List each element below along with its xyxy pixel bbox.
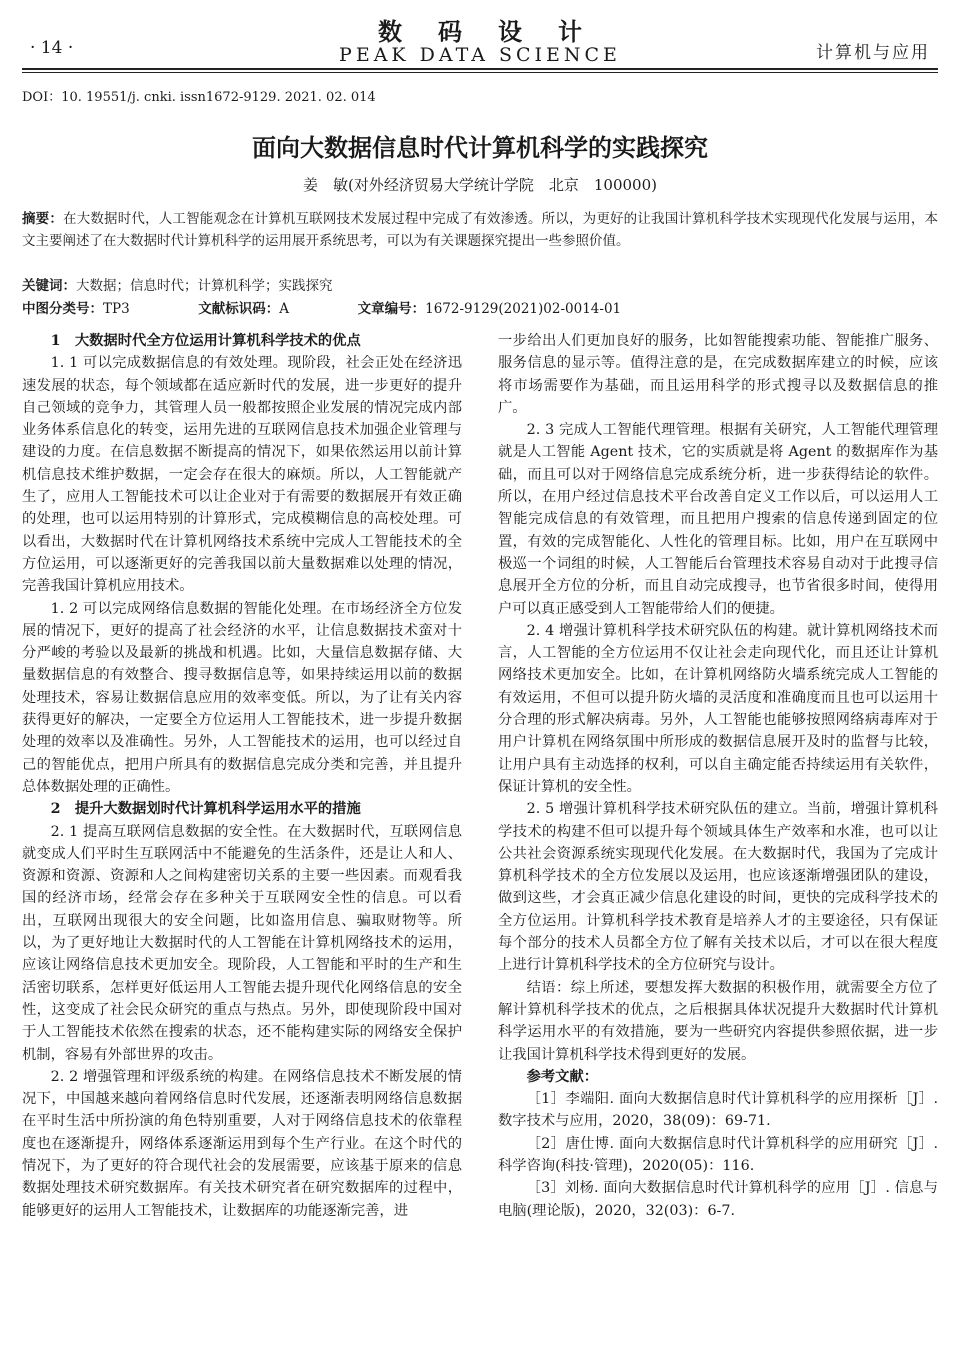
page-number: · 14 · [30,38,74,58]
paragraph-1-2: 1. 2 可以完成网络信息数据的智能化处理。在市场经济全方位发展的情况下，更好的提高了社会经济的水平，让信息数据技术蛮对十分严峻的考验以及最新的挑战和机遇。比如，大量信息数据存储、大量数据信息的有效整合、搜寻数据信息等，如果持续运用以前的数据处理技术，容易让数据信息应用的效率变低。所以，为了让有关内容获得更好的解决，一定要全方位运用人工智能技术，进一步提升数据处理的效率以及准确性。另外，人工智能技术的运用，也可以经过自己的智能优点，把用户所具有的数据信息完成分类和完善，并且提升总体数据处理的正确性。 [22,600,462,795]
header-rule-thin [22,72,938,73]
paragraph-2-1: 2. 1 提高互联网信息数据的安全性。在大数据时代，互联网信息就变成人们平时生互联网活中不能避免的生活条件，还是让人和人、资源和资源、资源和人之间构建密切关系的主要一些因素。而观看我国的经济市场，经常会存在多种关于互联网安全性的信息。可以看出，互联网出现很大的安全问题，比如盗用信息、骗取财物等。所以，为了更好地让大数据时代的人工智能在计算机网络技术的运用，应该让网络信息技术更加安全。现阶段，人工智能和平时的生产和生活密切联系，怎样更好低运用人工智能去提升现代化网络信息的安全性，这变成了社会民众研究的重点与热点。另外，即使现阶段中国对于人工智能技术依然在搜索的状态，还不能构建实际的网络安全保护机制，容易有外部世界的攻击。 [22,823,462,1063]
article-number-label: 文章编号： [357,301,426,317]
clc-value: TP3 [103,301,130,317]
conclusion-paragraph: 结语：综上所述，要想发挥大数据的积极作用，就需要全方位了解计算机科学技术的优点，之后根据具体状况提升大数据时代计算机科学运用水平的有效措施，要为一些研究内容提供参照依据，进一步让我国计算机科学技术得到更好的发展。 [498,979,938,1063]
paragraph-2-2: 2. 2 增强管理和评级系统的构建。在网络信息技术不断发展的情况下，中国越来越向着网络信息时代发展，还逐渐表明网络信息数据在平时生活中所扮演的角色特别重要，人对于网络信息技术的依靠程度也在逐渐提升，网络体系逐渐运用到每个生产行业。在这个时代的情况下，为了更好的符合现代社会的发展需要，应该基于原来的信息数据处理技术研究数据库。有关技术研究者在研究数据库的过程中，能够更好的运用人工智能技术，让数据库的功能逐渐完善，进 [22,1068,462,1219]
section-heading-2: 2 提升大数据划时代计算机科学运用水平的措施 [50,801,361,818]
paragraph-2-2-continued: 一步给出人们更加良好的服务，比如智能搜索功能、智能推广服务、服务信息的显示等。值得注意的是，在完成数据库建立的时候，应该将市场需要作为基础，而且运用科学的形式搜寻以及数据信息的推广。 [498,333,938,416]
right-column [498,330,938,1222]
section-label: 计算机与应用 [816,43,930,63]
paragraph-2-4: 2. 4 增强计算机科学技术研究队伍的构建。就计算机网络技术而言，人工智能的全方位运用不仅让社会走向现代化，而且还让计算机网络技术更加安全。比如，在计算机网络防火墙系统完成人工智能的有效运用，不但可以提升防火墙的灵活度和准确度而且也可以运用十分合理的形式解决病毒。另外，人工智能也能够按照网络病毒库对于用户计算机在网络氛围中所形成的数据信息展开及时的监督与比较，让用户具有主动选择的权利，可以自主确定能否持续运用有关软件，保证计算机的安全性。 [498,622,938,795]
keywords-text: 大数据；信息时代；计算机科学；实践探究 [76,278,333,294]
authors: 姜 敏(对外经济贸易大学统计学院 北京 100000) [303,176,657,194]
paragraph-1-1: 1. 1 可以完成数据信息的有效处理。现阶段，社会正处在经济迅速发展的状态，每个领域都在适应新时代的发展，进一步更好的提升自己领域的竞争力，其管理人员一般都按照企业发展的情况完成内部业务体系信息化的转变，运用先进的互联网信息技术加强企业管理与建设的力度。在信息数据不断提高的情况下，如果依然运用以前计算机信息技术维护数据，一定会存在很大的麻烦。所以，人工智能就产生了，应用人工智能技术可以让企业对于有需要的数据展开有效正确的处理，也可以运用特别的计算形式，完成模糊信息的高校处理。可以看出，大数据时代在计算机网络技术系统中完成人工智能技术的全方位运用，可以逐渐更好的完善我国以前大量数据难以处理的情况，完善我国计算机应用技术。 [22,355,462,595]
journal-name-en: PEAK DATA SCIENCE [339,44,621,66]
article-number-value: 1672-9129(2021)02-0014-01 [425,301,622,317]
references-title: 参考文献： [526,1068,599,1085]
doi: DOI：10. 19551/j. cnki. issn1672-9129. 2021. 02. 014 [22,90,376,105]
paragraph-2-3: 2. 3 完成人工智能代理管理。根据有关研究，人工智能代理管理就是人工智能 Agent 技术，它的实质就是将 Agent 的数据库作为基础，而且可以对于网络信息完成系统分析，进一步获得结论的软件。所以，在用户经过信息技术平台改善自定义工作以后，可以运用人工智能完成信息的有效管理，而且把用户搜索的信息传递到固定的位置，有效的完成智能化、人性化的管理目标。比如，用户在互联网中极巡一个词组的时候，人工智能后台管理技术容易自动对于此搜寻信息展开全方位的分析，而且自动完成搜寻，也节省很多时间，使得用户可以真正感受到人工智能带给人们的便捷。 [498,422,938,617]
left-column [22,330,462,1222]
reference-3: ［3］刘杨. 面向大数据信息时代计算机科学的应用［J］. 信息与电脑(理论版)，2020，32(03)：6-7. [498,1180,938,1219]
keywords-label: 关键词： [22,278,76,294]
abstract-text: 在大数据时代，人工智能观念在计算机互联网技术发展过程中完成了有效渗透。所以，为更好的让我国计算机科学技术实现现代化发展与运用，本文主要阐述了在大数据时代计算机科学的运用展开系统思考，可以为有关课题探究提出一些参照价值。 [22,211,939,249]
page-header [0,0,960,72]
clc-label: 中图分类号： [22,301,103,317]
keywords [22,275,938,297]
doc-code-value: A [279,301,290,317]
classification-line [22,298,938,320]
doc-code-label: 文献标识码： [198,301,280,317]
reference-2: ［2］唐仕博. 面向大数据信息时代计算机科学的应用研究［J］. 科学咨询(科技·管理)，2020(05)：116. [498,1135,938,1174]
section-heading-1: 1 大数据时代全方位运用计算机科学技术的优点 [50,333,361,349]
journal-name-cn: 数码设计 [378,17,618,46]
abstract-label: 摘要： [22,211,64,227]
paragraph-2-5: 2. 5 增强计算机科学技术研究队伍的建立。当前，增强计算机科学技术的构建不但可以提升每个领域具体生产效率和水准，也可以让公共社会资源系统实现现代化发展。在大数据时代，我国为了完成计算机科学技术的全方位发展以及运用，也应该逐渐增强团队的建设，做到这些，才会真正减少信息化建设的时间，更快的完成科学技术的全方位运用。计算机科学技术教育是培养人才的主要途径，只有保证每个部分的技术人员都全方位了解有关技术以后，才可以在很大程度上进行计算机科学技术的全方位研究与设计。 [498,801,938,974]
abstract [22,208,938,252]
article-title: 面向大数据信息时代计算机科学的实践探究 [252,133,708,162]
reference-1: ［1］李端阳. 面向大数据信息时代计算机科学的应用探析［J］. 数字技术与应用，2020，38(09)：69-71. [498,1091,938,1130]
header-rule-thick [22,68,938,70]
